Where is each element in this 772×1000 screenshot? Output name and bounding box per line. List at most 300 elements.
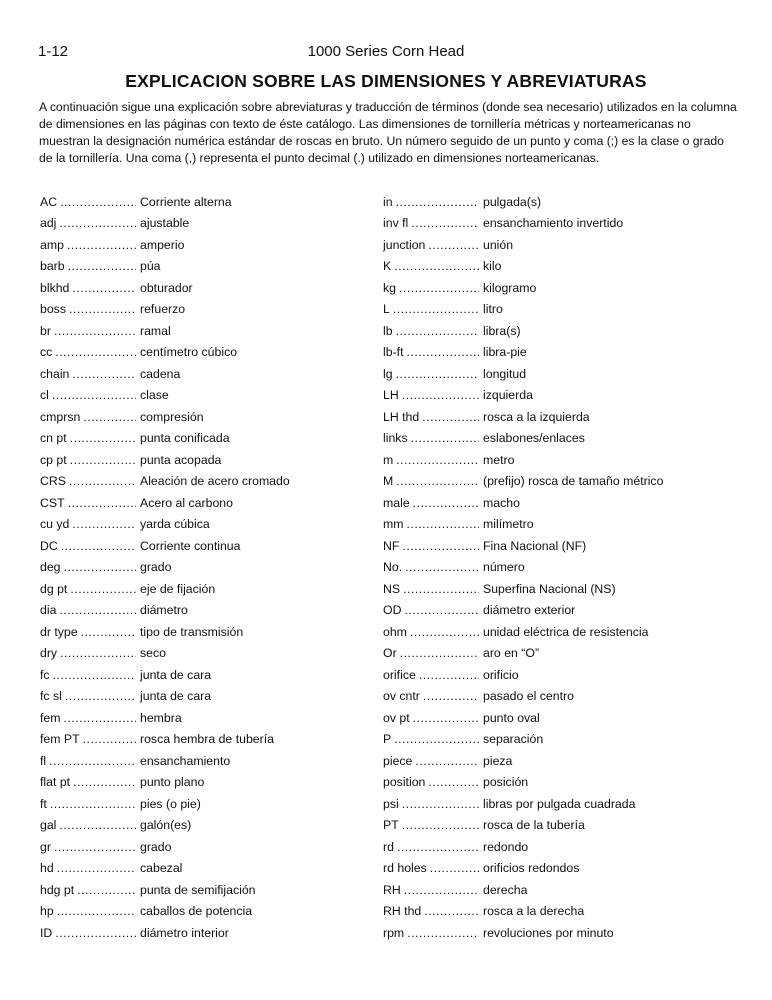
abbreviation: PT: [383, 818, 399, 833]
abbreviation-row: [40, 514, 370, 536]
abbreviation-row: [40, 449, 370, 471]
abbreviation-meaning: púa: [140, 259, 161, 274]
abbreviation-meaning: yarda cúbica: [140, 517, 210, 532]
abbreviation-meaning: unidad eléctrica de resistencia: [483, 624, 649, 639]
abbreviation-meaning: kilogramo: [483, 280, 537, 295]
abbreviation-cell: [383, 345, 479, 359]
abbreviation-cell: [383, 861, 479, 875]
abbreviation-row: [383, 858, 713, 880]
abbreviation: cp pt: [40, 452, 67, 467]
abbreviation: fem PT: [40, 732, 80, 747]
abbreviation: ov pt: [383, 710, 410, 725]
abbreviation-cell: [383, 904, 479, 918]
abbreviation-meaning: rosca a la izquierda: [483, 409, 590, 424]
dot-leader: [57, 904, 136, 918]
abbreviation-row: [40, 299, 370, 321]
abbreviation: gal: [40, 818, 57, 833]
abbreviation-meaning: Aleación de acero cromado: [140, 474, 290, 489]
abbreviation-meaning: diámetro: [140, 603, 188, 618]
abbreviation-cell: [383, 582, 479, 596]
abbreviation-row: [383, 621, 713, 643]
dot-leader: [413, 711, 479, 725]
abbreviation-meaning: ensanchamiento: [140, 753, 231, 768]
dot-leader: [52, 388, 136, 402]
abbreviation-cell: [383, 754, 479, 768]
dot-leader: [402, 797, 479, 811]
abbreviation-cell: [383, 517, 479, 531]
abbreviation: cc: [40, 345, 53, 360]
dot-leader: [400, 646, 479, 660]
abbreviation: fem: [40, 710, 61, 725]
abbreviation-meaning: grado: [140, 560, 172, 575]
abbreviation: AC: [40, 194, 58, 209]
dot-leader: [402, 388, 479, 402]
abbreviation: hd: [40, 861, 54, 876]
abbreviation-row: [40, 471, 370, 493]
abbreviation: deg: [40, 560, 61, 575]
abbreviation-meaning: orificio: [483, 667, 519, 682]
abbreviation-meaning: derecha: [483, 882, 528, 897]
abbreviation-cell: [383, 711, 479, 725]
abbreviation: lg: [383, 366, 393, 381]
abbreviation: ohm: [383, 624, 407, 639]
abbreviation-meaning: compresión: [140, 409, 204, 424]
abbreviation-meaning: kilo: [483, 259, 502, 274]
abbreviation-meaning: punta de semifijación: [140, 882, 256, 897]
abbreviation-cell: [40, 345, 136, 359]
abbreviation: ov cntr: [383, 689, 420, 704]
abbreviation-meaning: Fina Nacional (NF): [483, 538, 587, 553]
abbreviation-cell: [383, 603, 479, 617]
abbreviation-cell: [40, 797, 136, 811]
dot-leader: [428, 775, 479, 789]
abbreviation-row: [40, 492, 370, 514]
abbreviation-meaning: hembra: [140, 710, 182, 725]
abbreviation-meaning: refuerzo: [140, 302, 186, 317]
abbreviation-row: [383, 191, 713, 213]
abbreviation-meaning: Acero al carbono: [140, 495, 233, 510]
abbreviation-row: [383, 879, 713, 901]
dot-leader: [397, 840, 479, 854]
abbreviation-cell: [383, 453, 479, 467]
abbreviation-row: [383, 750, 713, 772]
dot-leader: [72, 367, 136, 381]
abbreviation-cell: [40, 560, 136, 574]
abbreviation-cell: [383, 367, 479, 381]
abbreviation-cell: [40, 302, 136, 316]
abbreviation-row: [40, 879, 370, 901]
abbreviation-cell: [40, 496, 136, 510]
abbreviation: gr: [40, 839, 51, 854]
dot-leader: [402, 539, 479, 553]
dot-leader: [55, 926, 136, 940]
abbreviation-row: [40, 578, 370, 600]
abbreviation-meaning: punto plano: [140, 775, 205, 790]
abbreviation: NS: [383, 581, 401, 596]
abbreviation-meaning: pies (o pie): [140, 796, 201, 811]
abbreviation-meaning: orificios redondos: [483, 861, 580, 876]
abbreviation-cell: [40, 818, 136, 832]
abbreviation-meaning: diámetro interior: [140, 925, 229, 940]
dot-leader: [411, 431, 479, 445]
abbreviation-cell: [383, 410, 479, 424]
abbreviation: fl: [40, 753, 47, 768]
abbreviation-cell: [40, 861, 136, 875]
abbreviation-cell: [383, 238, 479, 252]
dot-leader: [64, 560, 136, 574]
abbreviation: barb: [40, 259, 65, 274]
dot-leader: [65, 689, 136, 703]
dot-leader: [72, 517, 136, 531]
abbreviation: cn pt: [40, 431, 67, 446]
abbreviation-meaning: junta de cara: [140, 667, 212, 682]
abbreviation: rd holes: [383, 861, 427, 876]
abbreviation-cell: [40, 840, 136, 854]
abbreviation: RH: [383, 882, 401, 897]
abbreviation-cell: [40, 367, 136, 381]
abbreviation-cell: [383, 539, 479, 553]
dot-leader: [424, 904, 479, 918]
abbreviation-meaning: posición: [483, 775, 529, 790]
abbreviation: CRS: [40, 474, 66, 489]
abbreviation-cell: [40, 324, 136, 338]
abbreviation-meaning: ensanchamiento invertido: [483, 216, 624, 231]
dot-leader: [67, 238, 136, 252]
abbreviation-meaning: redondo: [483, 839, 529, 854]
abbreviation-cell: [40, 711, 136, 725]
abbreviation-row: [383, 277, 713, 299]
dot-leader: [70, 453, 136, 467]
dot-leader: [396, 453, 479, 467]
abbreviation-meaning: rosca de la tubería: [483, 818, 585, 833]
abbreviation: RH thd: [383, 904, 422, 919]
abbreviation-cell: [383, 195, 479, 209]
abbreviation-cell: [40, 668, 136, 682]
abbreviation: rd: [383, 839, 394, 854]
abbreviation-row: [40, 600, 370, 622]
abbreviation-cell: [40, 732, 136, 746]
abbreviation-row: [383, 578, 713, 600]
abbreviation: piece: [383, 753, 413, 768]
abbreviation-cell: [383, 259, 479, 273]
dot-leader: [394, 259, 479, 273]
abbreviation-row: [383, 793, 713, 815]
abbreviation: kg: [383, 280, 396, 295]
abbreviation: dr type: [40, 624, 78, 639]
dot-leader: [69, 302, 136, 316]
dot-leader: [60, 646, 136, 660]
abbreviation: CST: [40, 495, 65, 510]
abbreviation-row: [40, 277, 370, 299]
dot-leader: [61, 539, 136, 553]
abbreviation: inv fl: [383, 216, 409, 231]
abbreviation-cell: [40, 410, 136, 424]
abbreviation-meaning: ramal: [140, 323, 171, 338]
abbreviation: position: [383, 775, 426, 790]
abbreviation-meaning: eslabones/enlaces: [483, 431, 585, 446]
abbreviation-cell: [383, 926, 479, 940]
dot-leader: [407, 517, 480, 531]
abbreviation-meaning: amperio: [140, 237, 185, 252]
abbreviation-cell: [383, 431, 479, 445]
abbreviation-cell: [40, 195, 136, 209]
abbreviation: adj: [40, 216, 57, 231]
dot-leader: [396, 474, 479, 488]
dot-leader: [59, 603, 136, 617]
dot-leader: [403, 582, 479, 596]
abbreviation-column-left: [40, 191, 370, 944]
dot-leader: [407, 926, 479, 940]
abbreviation: No.: [383, 560, 403, 575]
abbreviation-row: [40, 385, 370, 407]
abbreviation-row: [40, 922, 370, 944]
abbreviation: Or: [383, 646, 397, 661]
abbreviation-cell: [383, 646, 479, 660]
abbreviation-row: [383, 363, 713, 385]
abbreviation: br: [40, 323, 51, 338]
abbreviation-meaning: (prefijo) rosca de tamaño métrico: [483, 474, 664, 489]
abbreviation-row: [383, 922, 713, 944]
abbreviation-row: [383, 707, 713, 729]
dot-leader: [70, 582, 136, 596]
dot-leader: [69, 474, 136, 488]
abbreviation-row: [383, 514, 713, 536]
abbreviation-cell: [40, 646, 136, 660]
abbreviation-meaning: punta conificada: [140, 431, 230, 446]
abbreviation: cmprsn: [40, 409, 81, 424]
abbreviation-meaning: obturador: [140, 280, 193, 295]
abbreviation-meaning: pulgada(s): [483, 194, 542, 209]
abbreviation: M: [383, 474, 394, 489]
dot-leader: [68, 259, 136, 273]
abbreviation-column-right: [383, 191, 713, 944]
abbreviation-row: [383, 729, 713, 751]
abbreviation: OD: [383, 603, 402, 618]
abbreviation: rpm: [383, 925, 405, 940]
abbreviation-row: [383, 557, 713, 579]
abbreviation: lb: [383, 323, 393, 338]
abbreviation-row: [40, 729, 370, 751]
dot-leader: [407, 345, 480, 359]
abbreviation-cell: [40, 689, 136, 703]
dot-leader: [428, 238, 479, 252]
abbreviation-row: [40, 535, 370, 557]
abbreviation-row: [383, 428, 713, 450]
abbreviation-meaning: longitud: [483, 366, 527, 381]
dot-leader: [72, 281, 136, 295]
abbreviation-meaning: eje de fijación: [140, 581, 216, 596]
abbreviation: cl: [40, 388, 49, 403]
abbreviation-meaning: centímetro cúbico: [140, 345, 238, 360]
abbreviation: cu yd: [40, 517, 70, 532]
dot-leader: [422, 410, 479, 424]
dot-leader: [396, 367, 479, 381]
abbreviation-row: [383, 492, 713, 514]
dot-leader: [83, 410, 136, 424]
abbreviation-row: [40, 686, 370, 708]
abbreviation-meaning: cabezal: [140, 861, 183, 876]
abbreviation: lb-ft: [383, 345, 404, 360]
abbreviation-cell: [383, 302, 479, 316]
abbreviation: orifice: [383, 667, 416, 682]
dot-leader: [81, 625, 136, 639]
abbreviation-meaning: Corriente continua: [140, 538, 241, 553]
abbreviation: flat pt: [40, 775, 71, 790]
abbreviation: blkhd: [40, 280, 70, 295]
abbreviation-meaning: seco: [140, 646, 166, 661]
intro-text: A continuación sigue una explicación sobre abreviaturas y traducción de términos (donde sea necesario) utilizados en la columna de dimensiones en las páginas con texto de éste catálogo. Las dimensiones de tornillería métricas y norteamericanas no muestran la designación numérica estándar de roscas en bruto. Un número seguido de un punto y coma (;) es la clase o grado de la tornillería. Una coma (,) representa el punto decimal (.) utilizado en dimensiones norteamericanas.: [39, 100, 737, 165]
dot-leader: [77, 883, 136, 897]
abbreviation-row: [383, 299, 713, 321]
dot-leader: [411, 216, 479, 230]
abbreviation-meaning: tipo de transmisión: [140, 624, 244, 639]
abbreviation-cell: [383, 625, 479, 639]
abbreviation: K: [383, 259, 392, 274]
abbreviation-row: [383, 772, 713, 794]
abbreviation-row: [40, 557, 370, 579]
abbreviation-row: [40, 213, 370, 235]
abbreviation: male: [383, 495, 410, 510]
abbreviation-row: [383, 342, 713, 364]
page-title: EXPLICACION SOBRE LAS DIMENSIONES Y ABREVIATURAS: [125, 71, 647, 91]
abbreviation-meaning: punta acopada: [140, 452, 222, 467]
abbreviation-meaning: libras por pulgada cuadrada: [483, 796, 636, 811]
abbreviation: in: [383, 194, 393, 209]
abbreviation-row: [40, 621, 370, 643]
abbreviation-row: [383, 535, 713, 557]
abbreviation-cell: [40, 388, 136, 402]
abbreviation-row: [383, 686, 713, 708]
dot-leader: [396, 195, 479, 209]
abbreviation-cell: [383, 474, 479, 488]
abbreviation-cell: [383, 388, 479, 402]
abbreviation: ID: [40, 925, 53, 940]
abbreviation-cell: [40, 259, 136, 273]
abbreviation-meaning: clase: [140, 388, 169, 403]
abbreviation-meaning: macho: [483, 495, 520, 510]
abbreviation: ft: [40, 796, 47, 811]
dot-leader: [405, 560, 479, 574]
abbreviation: dia: [40, 603, 57, 618]
dot-leader: [70, 431, 136, 445]
abbreviation-cell: [40, 625, 136, 639]
abbreviation-row: [383, 815, 713, 837]
abbreviation-cell: [40, 775, 136, 789]
abbreviation-meaning: pieza: [483, 753, 513, 768]
abbreviation-cell: [383, 732, 479, 746]
abbreviation-meaning: izquierda: [483, 388, 533, 403]
dot-leader: [59, 818, 136, 832]
abbreviation-cell: [383, 775, 479, 789]
abbreviation-cell: [40, 926, 136, 940]
abbreviation-meaning: cadena: [140, 366, 181, 381]
abbreviation-cell: [40, 431, 136, 445]
dot-leader: [415, 754, 479, 768]
abbreviation-meaning: rosca a la derecha: [483, 904, 585, 919]
abbreviation-meaning: libra(s): [483, 323, 521, 338]
abbreviation-row: [40, 772, 370, 794]
abbreviation-meaning: litro: [483, 302, 503, 317]
abbreviation: DC: [40, 538, 58, 553]
abbreviation-row: [40, 428, 370, 450]
abbreviation-meaning: rosca hembra de tubería: [140, 732, 274, 747]
abbreviation-meaning: revoluciones por minuto: [483, 925, 614, 940]
dot-leader: [64, 711, 137, 725]
dot-leader: [423, 689, 479, 703]
abbreviation-row: [383, 836, 713, 858]
abbreviation-row: [383, 320, 713, 342]
abbreviation-cell: [383, 840, 479, 854]
abbreviation-cell: [40, 904, 136, 918]
abbreviation-row: [40, 320, 370, 342]
abbreviation-meaning: Corriente alterna: [140, 194, 232, 209]
dot-leader: [402, 818, 479, 832]
abbreviation-row: [40, 793, 370, 815]
dot-leader: [410, 625, 479, 639]
abbreviation-row: [383, 213, 713, 235]
dot-leader: [396, 324, 479, 338]
abbreviation-cell: [40, 517, 136, 531]
abbreviation-meaning: punto oval: [483, 710, 540, 725]
abbreviation-row: [383, 471, 713, 493]
abbreviation: LH: [383, 388, 399, 403]
dot-leader: [53, 668, 136, 682]
abbreviation-cell: [383, 883, 479, 897]
intro-paragraph: [39, 99, 739, 167]
abbreviation-row: [383, 664, 713, 686]
abbreviation-meaning: junta de cara: [140, 689, 212, 704]
abbreviation: hdg pt: [40, 882, 75, 897]
abbreviation-meaning: metro: [483, 452, 515, 467]
abbreviation: L: [383, 302, 390, 317]
dot-leader: [404, 603, 479, 617]
abbreviation-row: [40, 836, 370, 858]
abbreviation-row: [40, 901, 370, 923]
abbreviation-row: [40, 643, 370, 665]
abbreviation-cell: [40, 883, 136, 897]
abbreviation-meaning: libra-pie: [483, 345, 527, 360]
abbreviation-row: [40, 815, 370, 837]
abbreviation: fc: [40, 667, 50, 682]
abbreviation-row: [40, 342, 370, 364]
dot-leader: [54, 840, 136, 854]
abbreviation: dg pt: [40, 581, 68, 596]
abbreviation-cell: [383, 324, 479, 338]
abbreviation: mm: [383, 517, 404, 532]
dot-leader: [393, 302, 479, 316]
abbreviation: boss: [40, 302, 66, 317]
dot-leader: [60, 195, 136, 209]
abbreviation-row: [40, 406, 370, 428]
dot-leader: [394, 732, 479, 746]
abbreviation-cell: [383, 818, 479, 832]
dot-leader: [83, 732, 136, 746]
page-number: 1-12: [38, 43, 69, 60]
dot-leader: [57, 861, 136, 875]
abbreviation: NF: [383, 538, 400, 553]
abbreviation-meaning: caballos de potencia: [140, 904, 253, 919]
dot-leader: [430, 861, 479, 875]
abbreviation-row: [383, 385, 713, 407]
abbreviation-meaning: galón(es): [140, 818, 192, 833]
dot-leader: [73, 775, 136, 789]
abbreviation: amp: [40, 237, 64, 252]
abbreviation-row: [383, 643, 713, 665]
abbreviation-cell: [383, 560, 479, 574]
abbreviation-cell: [383, 668, 479, 682]
abbreviation-cell: [383, 496, 479, 510]
dot-leader: [49, 754, 136, 768]
